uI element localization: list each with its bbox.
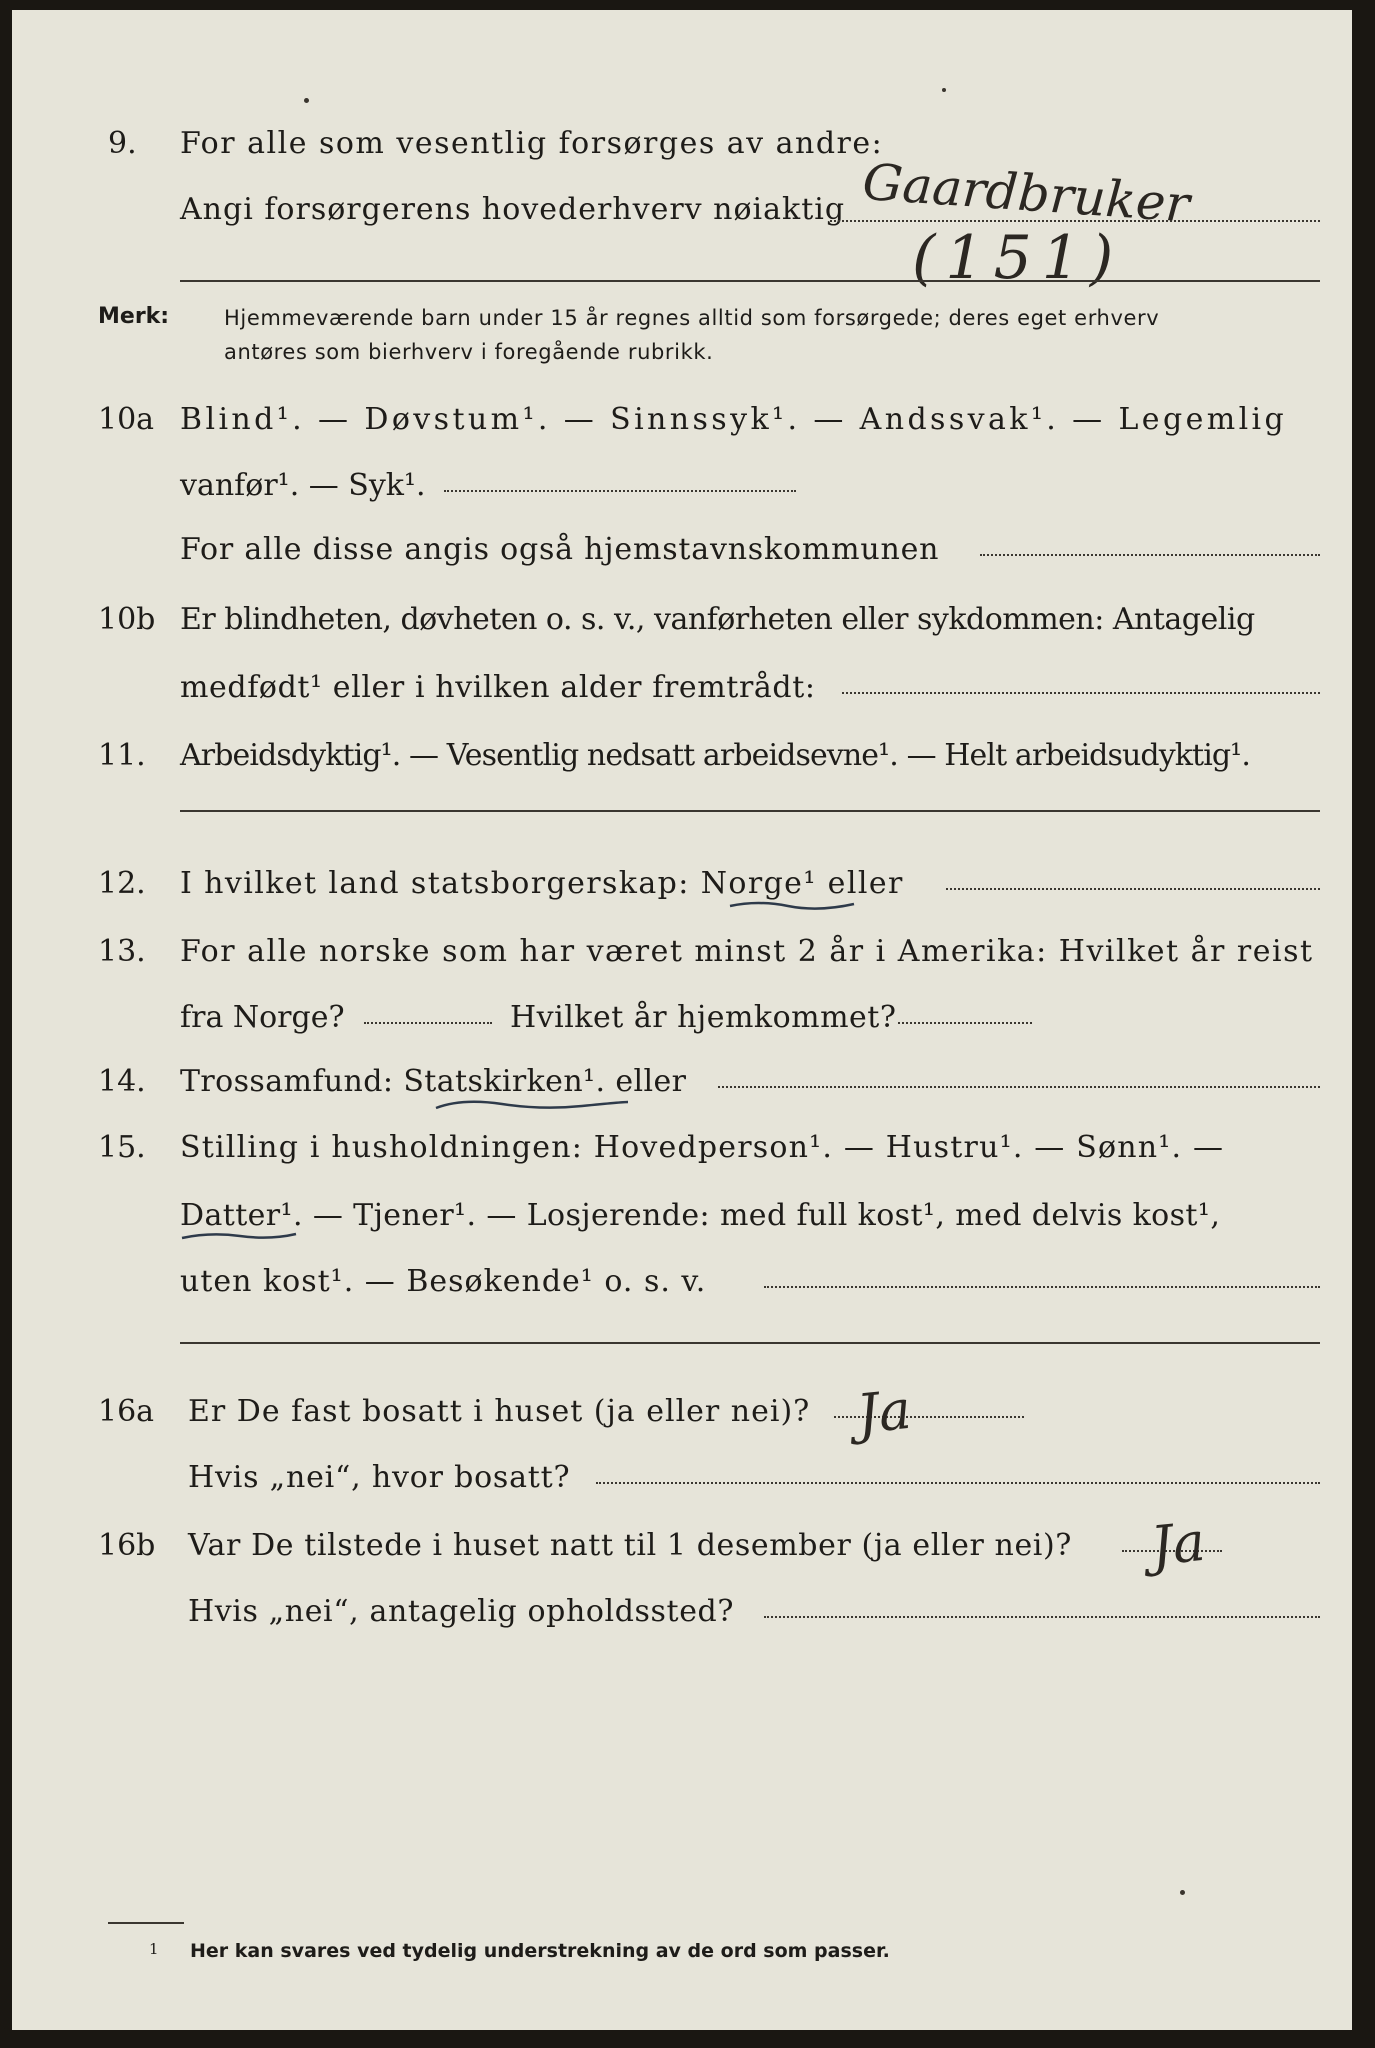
q16b-line2: Hvis „nei“, antagelig opholdssted? [188,1594,735,1629]
q10b-line2: medfødt¹ eller i hvilken alder fremtrådt: [180,670,816,705]
q10b-line1: Er blindheten, døvheten o. s. v., vanførheten eller sykdommen: Antagelig [180,602,1255,637]
q9-answer-text: Gaardbruker [860,152,1192,234]
footnote-mark: 1 [149,1940,159,1958]
q13-line1: For alle norske som har været minst 2 år i Amerika: Hvilket år reist [180,934,1314,969]
q15-line3: uten kost¹. — Besøkende¹ o. s. v. [180,1264,707,1299]
merk-line2: antøres som bierhverv i foregående rubrikk. [224,340,714,364]
merk-label: Merk: [98,304,170,329]
paper-speck [1180,1890,1185,1895]
q9-line2: Angi forsørgerens hovederhverv nøiaktig [180,192,846,227]
q12-underline-norge [728,898,858,914]
q9-handwritten-answer [852,152,1332,293]
q12-line1: I hvilket land statsborgerskap: Norge¹ eller [180,866,904,901]
q15-line1: Stilling i husholdningen: Hovedperson¹. — Hustru¹. — Sønn¹. — [180,1130,1225,1165]
q10a-line2: vanfør¹. — Syk¹. [180,468,426,503]
q13-line2b: Hvilket år hjemkommet? [510,1000,897,1035]
footnote-text: Her kan svares ved tydelig understrekning av de ord som passer. [190,1940,890,1962]
item-number-10a: 10a [98,402,155,437]
footnote-rule [108,1922,184,1924]
item-number-16b: 16b [98,1528,156,1563]
q9-rule [180,280,1320,282]
q13-line2a: fra Norge? [180,1000,345,1035]
q14-answer-line [718,1086,1320,1088]
paper-speck [942,88,946,92]
q11-rule [180,810,1320,812]
item-number-14: 14. [98,1064,146,1099]
q10a-answer-line [444,490,796,492]
q15-answer-line [764,1286,1320,1288]
q15-line2: Datter¹. — Tjener¹. — Losjerende: med full kost¹, med delvis kost¹, [180,1198,1221,1233]
item-number-16a: 16a [98,1394,155,1429]
census-form-page [12,10,1352,2030]
item-number-13: 13. [98,934,146,969]
item-number-11: 11. [98,738,146,773]
q15-underline-datter [180,1228,300,1244]
q9-occupation-code: (151) [912,223,1124,293]
q16a-handwritten-answer [848,1377,1048,1470]
item-number-12: 12. [98,866,146,901]
q12-answer-line [946,888,1320,890]
merk-line1: Hjemmeværende barn under 15 år regnes alltid som forsørgede; deres eget erhverv [224,306,1160,330]
q16b-line1: Var De tilstede i huset natt til 1 desember (ja eller nei)? [188,1528,1072,1563]
q10a-line3: For alle disse angis også hjemstavnskommunen [180,532,940,567]
q16b-stay-line [764,1616,1320,1618]
q14-line1: Trossamfund: Statskirken¹. eller [180,1064,687,1099]
paper-speck [304,98,309,103]
q11-line1: Arbeidsdyktig¹. — Vesentlig nedsatt arbeidsevne¹. — Helt arbeidsudyktig¹. [180,738,1250,773]
q10a-home-municipality-line [980,554,1320,556]
item-number-10b: 10b [98,602,156,637]
q16a-line2: Hvis „nei“, hvor bosatt? [188,1460,571,1495]
q16b-answer-text: Ja [1147,1509,1209,1579]
q10a-line1: Blind¹. — Døvstum¹. — Sinnssyk¹. — Andssvak¹. — Legemlig [180,402,1288,437]
q14-underline-statskirken [432,1096,632,1116]
q10b-answer-line [842,692,1320,694]
q16a-residence-line [596,1482,1320,1484]
item-number-9: 9. [108,126,137,161]
q15-rule [180,1342,1320,1344]
q9-line1: For alle som vesentlig forsørges av andre: [180,126,884,161]
q13-return-year-line [898,1022,1032,1024]
q16b-handwritten-answer [1142,1509,1342,1602]
q16a-answer-text: Ja [853,1377,915,1447]
q13-departure-year-line [364,1022,492,1024]
q16a-line1: Er De fast bosatt i huset (ja eller nei)? [188,1394,811,1429]
item-number-15: 15. [98,1130,146,1165]
